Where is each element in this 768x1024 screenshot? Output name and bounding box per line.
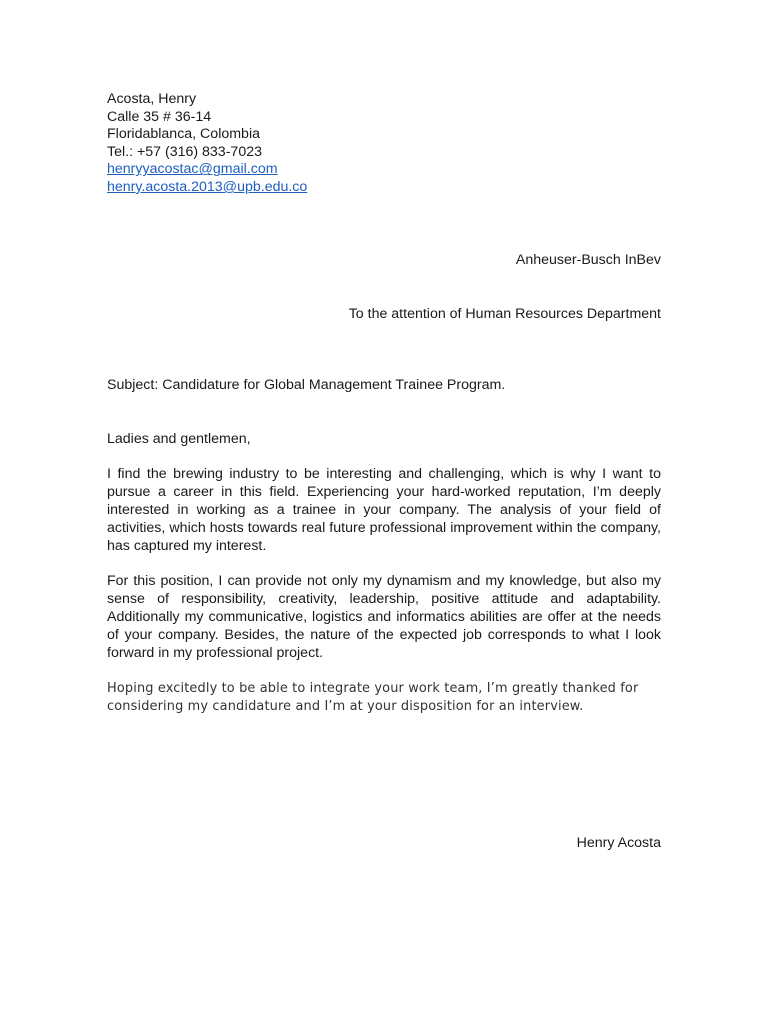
sender-phone: Tel.: +57 (316) 833-7023 xyxy=(107,143,262,160)
recipient-company: Anheuser-Busch InBev xyxy=(515,252,661,268)
signature-name: Henry Acosta xyxy=(576,835,661,851)
sender-city: Floridablanca, Colombia xyxy=(107,126,260,143)
letter-salutation: Ladies and gentlemen, xyxy=(107,431,251,447)
recipient-attention: To the attention of Human Resources Department xyxy=(348,306,661,322)
body-paragraph-2: For this position, I can provide not only my dynamism and my knowledge, but also my sense of responsibility, creativity, leadership, positive attitude and adaptability. Additionally my communicative, logistics and informatics abilities are offer at the needs of your company. Besides, the nature of the expected job corresponds to what I look forward in my professional project. xyxy=(107,573,661,661)
letter-subject: Subject: Candidature for Global Management Trainee Program. xyxy=(107,377,506,393)
sender-address-block xyxy=(107,91,307,197)
sender-name: Acosta, Henry xyxy=(107,91,197,107)
body-paragraph-1: I find the brewing industry to be interesting and challenging, which is why I want to pursue a career in this field. Experiencing your hard-worked reputation, I’m deeply interested in working as a trainee in your company. The analysis of your field of activities, which hosts towards real future professional improvement within the company, has captured my interest. xyxy=(107,466,661,554)
sender-street: Calle 35 # 36-14 xyxy=(107,108,212,125)
body-paragraph-3: Hoping excitedly to be able to integrate your work team, I’m greatly thanked for considering my candidature and I’m at your disposition for an interview. xyxy=(107,681,639,714)
sender-email-link-1[interactable]: henryyacostac@gmail.com xyxy=(107,161,278,178)
sender-email-link-2[interactable]: henry.acosta.2013@upb.edu.co xyxy=(107,178,308,195)
